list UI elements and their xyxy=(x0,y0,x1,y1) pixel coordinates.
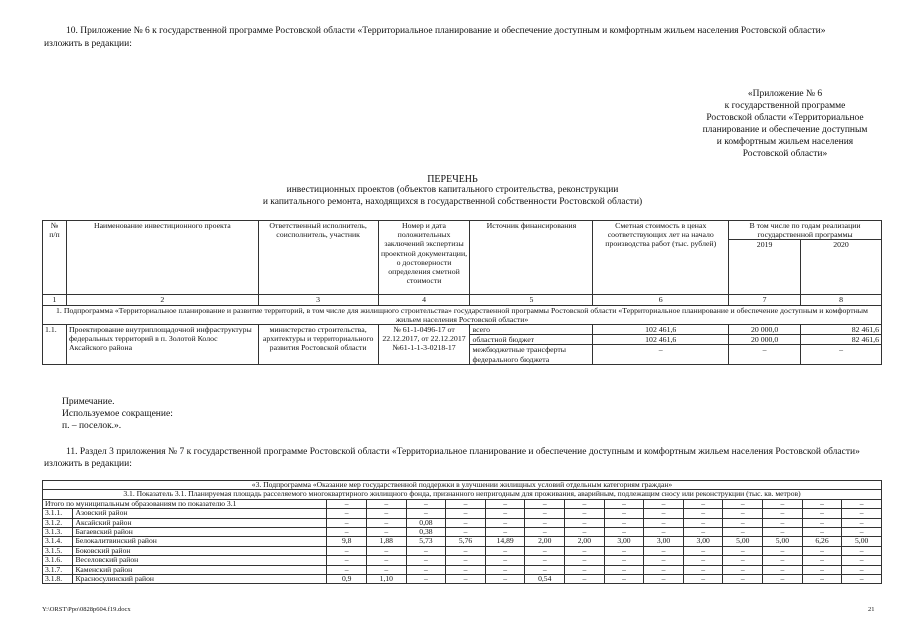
investment-projects-table xyxy=(42,220,882,365)
value-cell: – xyxy=(327,556,367,565)
note-line: Используемое сокращение: xyxy=(62,409,173,419)
value-cell: – xyxy=(604,546,644,555)
row-name: Проектирование внутриплощадочной инфраструктуры федеральных территорий в п. Золотой Колос Аксайского района xyxy=(66,325,258,365)
list-title: ПЕРЕЧЕНЬ xyxy=(427,174,478,185)
value-cell: – xyxy=(446,528,486,537)
value-cell: – xyxy=(485,565,525,574)
table-row xyxy=(43,537,882,546)
subprogram-row: 1. Подпрограмма «Территориальное планирование и развитие территорий, в том числе для жилищного строительства» государственной программы Ростовской области «Территориальное планирование и обеспечение доступным и комфортным жильем населения Ростовской области» xyxy=(43,305,882,324)
value-cell: 0,9 xyxy=(327,575,367,584)
value-cell: – xyxy=(723,546,763,555)
appendix-line: планирование и обеспечение доступным xyxy=(702,125,868,135)
row-cost: 102 461,6 xyxy=(593,325,729,335)
value-cell: – xyxy=(565,499,605,508)
value-cell: – xyxy=(446,499,486,508)
value-cell: – xyxy=(723,575,763,584)
value-cell: 0,38 xyxy=(406,528,446,537)
header-2020: 2020 xyxy=(801,240,882,295)
value-cell: – xyxy=(406,575,446,584)
row-cost: 102 461,6 xyxy=(593,335,729,345)
value-cell: – xyxy=(485,518,525,527)
row-source: областной бюджет xyxy=(470,335,593,345)
row-district: Белокалитвинский район xyxy=(73,537,327,546)
value-cell: – xyxy=(683,509,723,518)
value-cell: – xyxy=(367,556,407,565)
row-num: 3.1.4. xyxy=(43,537,73,546)
value-cell: – xyxy=(842,565,882,574)
value-cell: – xyxy=(763,518,803,527)
row-source: межбюджетные трансферты федерального бюджета xyxy=(470,345,593,364)
value-cell: – xyxy=(644,499,684,508)
value-cell: – xyxy=(525,509,565,518)
subprogram-3-row: «3. Подпрограмма «Оказание мер государственной поддержки в улучшении жилищных условий отдельным категориям граждан» xyxy=(43,481,882,490)
value-cell: – xyxy=(802,528,842,537)
indicator-table xyxy=(42,480,882,584)
value-cell: – xyxy=(327,509,367,518)
value-cell: – xyxy=(842,575,882,584)
colnum: 7 xyxy=(729,295,801,305)
footer-file-path: Y:\ORST\Ppo\0828p604.f19.docx xyxy=(42,606,131,613)
row-district: Азовский район xyxy=(73,509,327,518)
value-cell: – xyxy=(723,509,763,518)
value-cell: 5,73 xyxy=(406,537,446,546)
value-cell: – xyxy=(485,546,525,555)
value-cell: – xyxy=(446,518,486,527)
value-cell: 0,08 xyxy=(406,518,446,527)
appendix-line: к государственной программе xyxy=(724,101,846,111)
row-num: 3.1.8. xyxy=(43,575,73,584)
colnum: 8 xyxy=(801,295,882,305)
value-cell: – xyxy=(485,509,525,518)
value-cell: – xyxy=(565,565,605,574)
row-num: 3.1.5. xyxy=(43,546,73,555)
value-cell: – xyxy=(367,518,407,527)
value-cell: 3,00 xyxy=(644,537,684,546)
value-cell: – xyxy=(644,518,684,527)
value-cell: – xyxy=(842,499,882,508)
value-cell: – xyxy=(525,546,565,555)
value-cell: 5,00 xyxy=(723,537,763,546)
value-cell: – xyxy=(723,556,763,565)
value-cell: 3,00 xyxy=(683,537,723,546)
row-2020: – xyxy=(801,345,882,364)
row-district: Багаевский район xyxy=(73,528,327,537)
value-cell: – xyxy=(644,509,684,518)
note-line: п. – поселок.». xyxy=(62,421,122,431)
value-cell: – xyxy=(723,565,763,574)
value-cell: – xyxy=(802,509,842,518)
value-cell: – xyxy=(802,556,842,565)
row-2019: – xyxy=(729,345,801,364)
footer-page-number: 21 xyxy=(868,606,875,613)
value-cell: – xyxy=(525,556,565,565)
appendix-line: Ростовской области» xyxy=(742,149,828,159)
table-row xyxy=(43,518,882,527)
row-num: 3.1.3. xyxy=(43,528,73,537)
value-cell: – xyxy=(446,509,486,518)
value-cell: 3,00 xyxy=(604,537,644,546)
value-cell: 5,00 xyxy=(763,537,803,546)
value-cell: – xyxy=(406,565,446,574)
value-cell: 1,88 xyxy=(367,537,407,546)
value-cell: – xyxy=(446,556,486,565)
colnum: 6 xyxy=(593,295,729,305)
value-cell: – xyxy=(565,509,605,518)
row-district: Каменский район xyxy=(73,565,327,574)
value-cell: – xyxy=(565,528,605,537)
value-cell: – xyxy=(604,556,644,565)
value-cell: – xyxy=(446,546,486,555)
table-row xyxy=(43,499,882,508)
colnum: 3 xyxy=(258,295,378,305)
value-cell: – xyxy=(565,556,605,565)
value-cell: – xyxy=(723,518,763,527)
appendix-line: «Приложение № 6 xyxy=(747,89,823,99)
value-cell: – xyxy=(802,565,842,574)
colnum: 2 xyxy=(66,295,258,305)
indicator-3-1-row: 3.1. Показатель 3.1. Планируемая площадь расселяемого многоквартирного жилищного фонда, признанного непригодным для проживания, аварийным, подлежащим сносу или реконструкции (тыс. кв. метров) xyxy=(43,490,882,499)
row-district: Боковский район xyxy=(73,546,327,555)
value-cell: – xyxy=(763,499,803,508)
value-cell: 1,10 xyxy=(367,575,407,584)
value-cell: 5,00 xyxy=(842,537,882,546)
value-cell: – xyxy=(763,546,803,555)
value-cell: – xyxy=(327,528,367,537)
value-cell: – xyxy=(565,575,605,584)
colnum: 4 xyxy=(378,295,470,305)
value-cell: – xyxy=(763,528,803,537)
value-cell: – xyxy=(604,565,644,574)
subtitle-line: инвестиционных проектов (объектов капитального строительства, реконструкции xyxy=(286,185,619,195)
value-cell: – xyxy=(723,528,763,537)
value-cell: 2,00 xyxy=(525,537,565,546)
value-cell: – xyxy=(644,556,684,565)
row-num: 3.1.7. xyxy=(43,565,73,574)
row-2019: 20 000,0 xyxy=(729,335,801,345)
value-cell: – xyxy=(644,546,684,555)
value-cell: – xyxy=(446,565,486,574)
note-block xyxy=(62,396,173,432)
value-cell: – xyxy=(406,556,446,565)
value-cell: – xyxy=(683,518,723,527)
value-cell: – xyxy=(327,565,367,574)
table-row xyxy=(43,509,882,518)
value-cell: – xyxy=(327,518,367,527)
colnum: 5 xyxy=(470,295,593,305)
value-cell: – xyxy=(327,499,367,508)
value-cell: – xyxy=(525,528,565,537)
value-cell: – xyxy=(485,556,525,565)
table-row xyxy=(43,546,882,555)
header-years: В том числе по годам реализации государственной программы xyxy=(729,221,882,240)
paragraph-11: 11. Раздел 3 приложения № 7 к государственной программе Ростовской области «Территориальное планирование и обеспечение доступным и комфортным жильем населения Ростовской области» изложить в редакции: xyxy=(44,447,860,469)
row-district: Аксайский район xyxy=(73,518,327,527)
value-cell: – xyxy=(525,518,565,527)
value-cell: – xyxy=(367,565,407,574)
value-cell: – xyxy=(802,518,842,527)
row-exec: министерство строительства, архитектуры и территориального развития Ростовской области xyxy=(258,325,378,365)
header-doc: Номер и дата положительных заключений экспертизы проектной документации, о достоверности определения сметной стоимости xyxy=(378,221,470,295)
value-cell: – xyxy=(763,509,803,518)
value-cell: – xyxy=(683,565,723,574)
row-num: 3.1.2. xyxy=(43,518,73,527)
table-row xyxy=(43,565,882,574)
table-row xyxy=(43,575,882,584)
row-2020: 82 461,6 xyxy=(801,335,882,345)
value-cell: – xyxy=(683,528,723,537)
value-cell: – xyxy=(604,509,644,518)
subtitle-line: и капитального ремонта, находящихся в государственной собственности Ростовской области) xyxy=(262,197,643,207)
paragraph-10: 10. Приложение № 6 к государственной программе Ростовской области «Территориальное планирование и обеспечение доступным и комфортным жильем населения Ростовской области» изложить в редакции: xyxy=(44,26,826,49)
value-cell: – xyxy=(683,575,723,584)
total-label: Итого по муниципальным образованиям по показателю 3.1 xyxy=(43,499,327,508)
value-cell: – xyxy=(367,499,407,508)
value-cell: 6,26 xyxy=(802,537,842,546)
value-cell: – xyxy=(604,499,644,508)
value-cell: – xyxy=(406,499,446,508)
row-source: всего xyxy=(470,325,593,335)
value-cell: – xyxy=(406,509,446,518)
value-cell: – xyxy=(763,575,803,584)
value-cell: – xyxy=(802,499,842,508)
value-cell: – xyxy=(604,528,644,537)
value-cell: – xyxy=(802,546,842,555)
appendix-line: Ростовской области «Территориальное xyxy=(706,113,864,123)
value-cell: – xyxy=(565,546,605,555)
row-district: Красносулинский район xyxy=(73,575,327,584)
header-2019: 2019 xyxy=(729,240,801,295)
value-cell: – xyxy=(842,556,882,565)
value-cell: 0,54 xyxy=(525,575,565,584)
header-source: Источник финансирования xyxy=(470,221,593,295)
list-subtitle xyxy=(0,184,905,208)
value-cell: – xyxy=(485,575,525,584)
value-cell: – xyxy=(723,499,763,508)
note-line: Примечание. xyxy=(62,397,115,407)
value-cell: – xyxy=(367,546,407,555)
appendix-6-heading xyxy=(690,88,880,160)
value-cell: – xyxy=(485,499,525,508)
value-cell: – xyxy=(683,556,723,565)
value-cell: 14,89 xyxy=(485,537,525,546)
value-cell: – xyxy=(644,565,684,574)
row-district: Веселовский район xyxy=(73,556,327,565)
row-num: 3.1.6. xyxy=(43,556,73,565)
value-cell: – xyxy=(565,518,605,527)
table-row xyxy=(43,556,882,565)
row-doc: № 61-1-0496-17 от 22.12.2017, от 22.12.2017 №61-1-1-3-0218-17 xyxy=(378,325,470,365)
value-cell: – xyxy=(367,509,407,518)
header-exec: Ответственный исполнитель, соисполнитель, участник xyxy=(258,221,378,295)
value-cell: 2,00 xyxy=(565,537,605,546)
appendix-line: и комфортным жильем населения xyxy=(716,137,854,147)
header-name: Наименование инвестиционного проекта xyxy=(66,221,258,295)
row-2019: 20 000,0 xyxy=(729,325,801,335)
value-cell: 5,76 xyxy=(446,537,486,546)
value-cell: – xyxy=(446,575,486,584)
value-cell: – xyxy=(525,565,565,574)
value-cell: – xyxy=(683,499,723,508)
value-cell: – xyxy=(842,518,882,527)
value-cell: – xyxy=(604,518,644,527)
value-cell: – xyxy=(525,499,565,508)
value-cell: – xyxy=(842,509,882,518)
value-cell: – xyxy=(644,575,684,584)
value-cell: – xyxy=(406,546,446,555)
row-num: 3.1.1. xyxy=(43,509,73,518)
row-cost: – xyxy=(593,345,729,364)
value-cell: – xyxy=(367,528,407,537)
value-cell: – xyxy=(327,546,367,555)
row-2020: 82 461,6 xyxy=(801,325,882,335)
value-cell: – xyxy=(644,528,684,537)
value-cell: – xyxy=(842,546,882,555)
row-num: 1.1. xyxy=(43,325,67,365)
header-cost: Сметная стоимость в ценах соответствующих лет на начало производства работ (тыс. рублей) xyxy=(593,221,729,295)
value-cell: – xyxy=(802,575,842,584)
colnum: 1 xyxy=(43,295,67,305)
value-cell: 9,8 xyxy=(327,537,367,546)
value-cell: – xyxy=(842,528,882,537)
value-cell: – xyxy=(763,565,803,574)
header-num: № п/п xyxy=(43,221,67,295)
value-cell: – xyxy=(604,575,644,584)
value-cell: – xyxy=(485,528,525,537)
value-cell: – xyxy=(683,546,723,555)
value-cell: – xyxy=(763,556,803,565)
